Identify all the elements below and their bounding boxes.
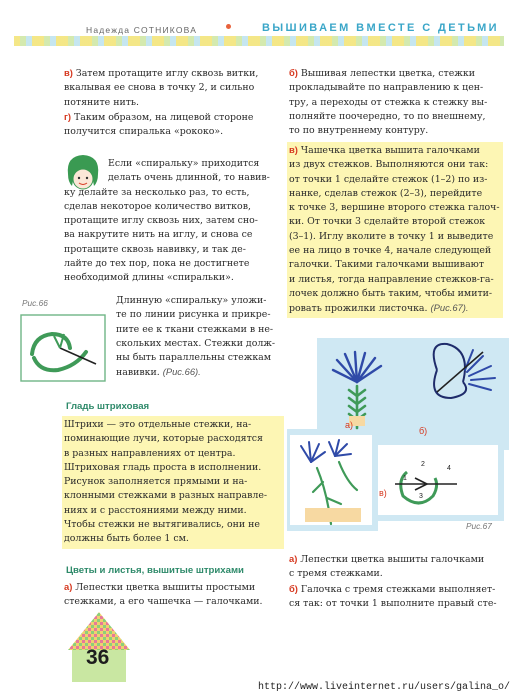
para-v2-line: (3–1). Иглу вколите в точку 1 и выведите — [289, 230, 494, 242]
para-v2-line: лочек должно быть таким, чтобы имити- — [289, 287, 493, 299]
para-v2-line: Чашечка цветка вышита галочками — [300, 145, 480, 156]
right-para-v — [287, 142, 503, 318]
section-line: поминающие лучи, которые расходятся — [64, 433, 263, 445]
marker-v2: в) — [289, 144, 298, 155]
fig67-label-b: б) — [419, 426, 428, 436]
para-v2-line: к точке 3, вершине второго стежка галоч- — [289, 202, 500, 214]
section-line: должны быть более 1 см. — [64, 533, 189, 545]
fig67-num-3: 3 — [419, 493, 423, 500]
para-v2-line: нанке, сделав стежок (2–3), перейдите — [289, 187, 483, 199]
section-heading: Гладь штриховая — [66, 401, 150, 412]
section-line: Штриховая гладь проста в исполнении. — [64, 461, 262, 473]
para-v2-line: галочки. Такими галочками вышивают — [289, 259, 485, 271]
tip-line: необходимой длины «спиральки». — [64, 272, 234, 284]
marker-b: б) — [289, 67, 298, 78]
para-v2-line: и листья, тогда направление стежков-га- — [289, 273, 494, 285]
header-stripe — [14, 36, 504, 46]
header-title: ВЫШИВАЕМ ВМЕСТЕ С ДЕТЬМИ — [262, 22, 499, 34]
tip-block — [64, 157, 280, 286]
after-fig-line: скольких местах. Стежки долж- — [116, 337, 276, 349]
marker-g: г) — [64, 110, 72, 122]
fig67-label-a: а) — [345, 420, 354, 430]
marker-v: в) — [64, 67, 73, 78]
section-line: клонными стежками в разных направле- — [64, 490, 268, 502]
sub-line: Лепестки цветка вышиты простыми — [75, 582, 256, 593]
tip-line: ку делайте за несколько раз, то есть, — [64, 186, 250, 198]
after-fig-block — [116, 294, 284, 381]
section-line: Штрихи — это отдельные стежки, на- — [64, 419, 252, 430]
fig66-ref: (Рис.66). — [162, 366, 201, 378]
sub-line: стежками, а его чашечка — галочками. — [64, 596, 263, 608]
tip-line: лайте до тех пор, пока не достигнете — [64, 258, 250, 270]
para-b-line: тру, а переходы от стежка к стежку вы- — [289, 96, 488, 108]
para-v-text: Затем протащите иглу сквозь витки, вкалывая ее снова в точку 2, и сильно потяните нить. — [64, 68, 259, 108]
bottom-a-line: с тремя стежками. — [289, 568, 383, 580]
section-body — [62, 416, 284, 549]
fig67-num-4: 4 — [447, 465, 451, 472]
para-v2-line: ки. От точки 3 сделайте второй стежок — [289, 216, 486, 228]
para-b-line: прокладывайте по направлению к цен- — [289, 82, 484, 94]
after-fig-line: навивки. — [116, 367, 160, 379]
fig66-caption: Рис.66 — [22, 298, 48, 308]
fig67-num-1: 1 — [403, 475, 407, 482]
subheading: Цветы и листья, вышитые штрихами — [66, 565, 244, 576]
marker-a: а) — [64, 581, 73, 592]
section-line: ниях и с расстояниями между ними. — [64, 504, 247, 516]
header-dot — [226, 24, 231, 29]
bottom-a-line: Лепестки цветка вышиты галочками — [300, 554, 485, 565]
left-intro — [64, 66, 278, 139]
tip-line: сделав некоторое количество витков, — [64, 200, 251, 212]
source-url: http://www.liveinternet.ru/users/galina_o/ — [258, 682, 511, 693]
para-b-line: Вышивая лепестки цветка, стежки — [300, 68, 475, 79]
section-line: Рисунок заполняется прямыми и на- — [64, 476, 248, 488]
fig67-num-2: 2 — [421, 461, 425, 468]
para-v2-line: из двух стежков. Выполняются они так: — [289, 159, 489, 171]
bottom-b-line: Галочка с тремя стежками выполняет- — [300, 583, 496, 595]
sub-body — [64, 580, 282, 610]
tip-line: протащите иглу сквозь них, затем сно- — [64, 215, 258, 227]
para-v2-line: от точки 1 сделайте стежок (1–2) по из- — [289, 173, 488, 185]
tip-line: ва накрутите нить на иглу, и снова се — [64, 229, 253, 241]
header-author: Надежда СОТНИКОВА — [86, 25, 198, 35]
after-fig-line: ны быть параллельны стежкам — [116, 352, 272, 364]
para-v2-line: ровать прожилки листочка. — [289, 303, 428, 315]
after-fig-line: те по линии рисунка и прикре- — [116, 309, 271, 321]
section-line: Чтобы стежки не вытягивались, они не — [64, 519, 260, 531]
para-b-line: то по внутреннему контуру. — [289, 125, 429, 137]
fig67-ref: (Рис.67). — [430, 302, 469, 314]
fig67-label-v: в) — [379, 488, 387, 498]
tip-line: протащите сквозь навивку, и так де- — [64, 243, 246, 255]
after-fig-line: пите ее к ткани стежками в не- — [116, 323, 274, 335]
right-para-b — [289, 66, 501, 138]
tip-line: Если «спиральку» приходится — [108, 158, 260, 169]
section-line: в разных направлениях от центра. — [64, 447, 236, 459]
bottom-b-line: ся так: от точки 1 выполните правый сте- — [289, 597, 497, 609]
para-g-text: Таким образом, на лицевой стороне получится спиралька «рококо». — [64, 111, 254, 138]
flower-stitch-illustration — [287, 332, 509, 532]
fig67-caption: Рис.67 — [466, 521, 492, 531]
tip-line: делать очень длинной, то навив- — [108, 172, 270, 184]
marker-b2: б) — [289, 582, 298, 594]
page-number: 36 — [86, 646, 110, 669]
marker-a2: а) — [289, 553, 298, 564]
para-b-line: полняйте поочередно, то по внешнему, — [289, 110, 486, 122]
after-fig-line: Длинную «спиральку» уложи- — [116, 295, 267, 306]
para-v2-line: ее на лицо в точке 4, начале следующей — [289, 245, 492, 257]
right-bottom — [289, 552, 503, 611]
spiral-stitch-illustration — [20, 314, 106, 382]
